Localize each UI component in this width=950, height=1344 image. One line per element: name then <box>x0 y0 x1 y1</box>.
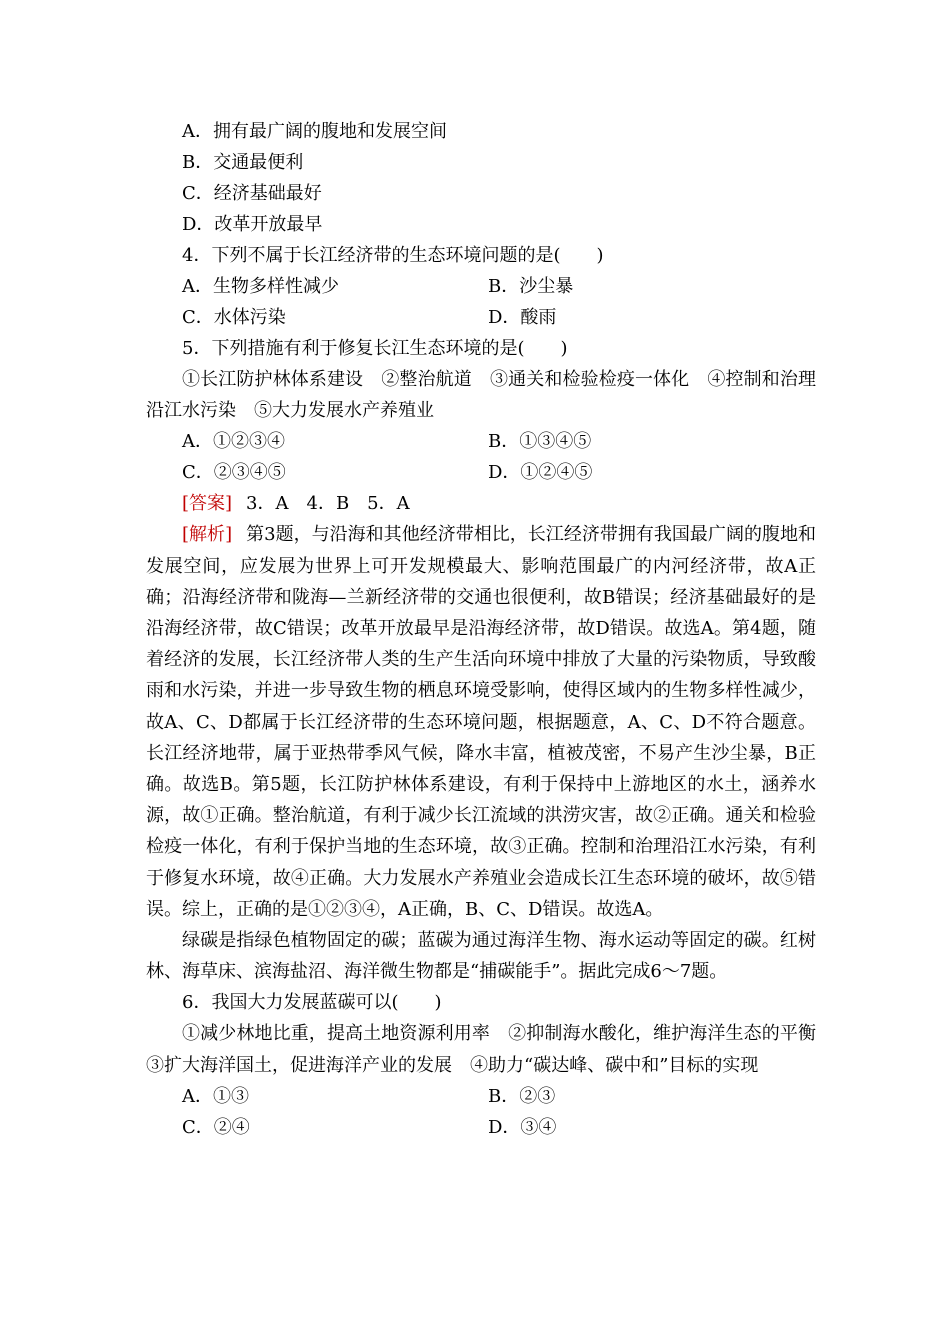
q5-option-c: C．②③④⑤ <box>182 462 286 484</box>
q5-option-d: D．①②④⑤ <box>488 462 593 484</box>
q4-option-a: A．生物多样性减少 <box>182 276 339 297</box>
q6-statements: ①减少林地比重，提高土地资源利用率 ②抑制海水酸化，维护海洋生态的平衡 ③扩大海洋国土，促进海洋产业的发展 ④助力“碳达峰、碳中和”目标的实现 <box>146 1023 834 1076</box>
q5-options-row-1 <box>146 426 816 457</box>
q6-stem: 6．我国大力发展蓝碳可以( ) <box>182 992 442 1014</box>
answer-tag: [答案] <box>182 493 233 515</box>
q3-option-b: B．交通最便利 <box>182 152 304 173</box>
document-content <box>146 116 834 1143</box>
analysis-text: 第3题，与沿海和其他经济带相比，长江经济带拥有我国最广阔的腹地和发展空间，应发展为世界上可开发规模最大、影响范围最广的内河经济带，故A正确；沿海经济带和陇海—兰新经济带的交通也很便利，故B错误；经济基础最好的是沿海经济带，故C错误；改革开放最早是沿海经济带，故D错误。故选A。第4题，随着经济的发展，长江经济带人类的生产生活向环境中排放了大量的污染物质，导致酸雨和水污染，并进一步导致生物的栖息环境受影响，使得区域内的生物多样性减少，故A、C、D都属于长江经济带的生态环境问题，根据题意，A、C、D不符合题意。长江经济地带，属于亚热带季风气候，降水丰富，植被茂密，不易产生沙尘暴，B正确。故选B。第5题，长江防护林体系建设，有利于保持中上游地区的水土，涵养水源，故①正确。整治航道，有利于减少长江流域的洪涝灾害，故②正确。通关和检验检疫一体化，有利于保护当地的生态环境，故③正确。控制和治理沿江水污染，有利于修复水环境，故④正确。大力发展水产养殖业会造成长江生态环境的破坏，故⑤错误。综上，正确的是①②③④，A正确，B、C、D错误。故选A。 <box>146 524 816 920</box>
q5-stem: 5．下列措施有利于修复长江生态环境的是( ) <box>182 338 568 359</box>
q6-options-row-1 <box>146 1081 816 1112</box>
answer-line <box>146 488 816 519</box>
analysis-tag: [解析] <box>182 524 233 546</box>
q4-options-row-1 <box>146 271 816 302</box>
q6-option-d: D．③④ <box>488 1116 557 1138</box>
q5-options-row-2 <box>146 457 816 488</box>
q4-option-d: D．酸雨 <box>488 307 557 328</box>
analysis-paragraph <box>146 519 816 925</box>
q4-stem: 4．下列不属于长江经济带的生态环境问题的是( ) <box>182 245 604 266</box>
q3-option-a: A．拥有最广阔的腹地和发展空间 <box>182 121 447 142</box>
q6-options-row-2 <box>146 1112 816 1143</box>
q6-option-b: B．②③ <box>488 1085 556 1107</box>
q4-option-c: C．水体污染 <box>182 307 286 328</box>
q4-options-row-2 <box>146 302 816 333</box>
q4-option-b: B．沙尘暴 <box>488 276 574 297</box>
q5-statements: ①长江防护林体系建设 ②整治航道 ③通关和检验检疫一体化 ④控制和治理沿江水污染 ⑤大力发展水产养殖业 <box>146 369 816 422</box>
q6-option-c: C．②④ <box>182 1116 250 1138</box>
material-paragraph: 绿碳是指绿色植物固定的碳；蓝碳为通过海洋生物、海水运动等固定的碳。红树林、海草床、滨海盐沼、海洋微生物都是“捕碳能手”。据此完成6～7题。 <box>146 930 816 983</box>
q3-option-d: D．改革开放最早 <box>182 214 323 235</box>
q5-option-b: B．①③④⑤ <box>488 431 592 453</box>
q5-option-a: A．①②③④ <box>182 431 285 453</box>
q6-option-a: A．①③ <box>182 1085 249 1107</box>
answer-text: 3．A 4．B 5．A <box>246 493 410 515</box>
q3-option-c: C．经济基础最好 <box>182 183 322 204</box>
